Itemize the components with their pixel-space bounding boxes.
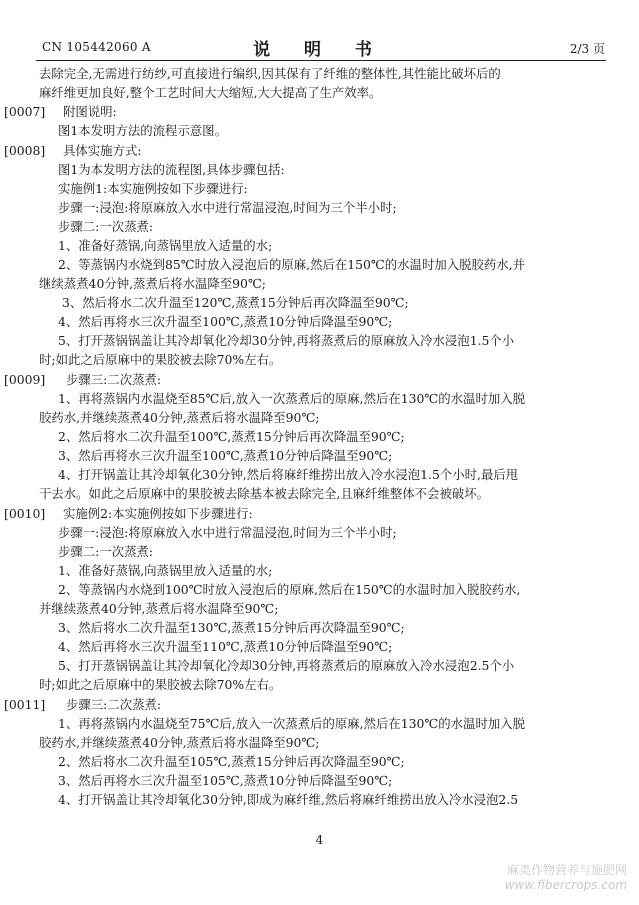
paragraph-number: [0009]	[4, 372, 46, 387]
section-heading: 附图说明:	[63, 104, 117, 119]
document-title: 说 明 书	[253, 40, 386, 60]
text-line: 实施例1:本实施例按如下步骤进行:	[58, 181, 248, 196]
text-line: 去除完全,无需进行纺纱,可直接进行编织,因其保有了纤维的整体性,其性能比破坏后的	[39, 66, 501, 81]
section-heading: 步骤三:二次蒸煮:	[66, 697, 162, 712]
text-line: 2、然后将水二次升温至100℃,蒸煮15分钟后再次降温至90℃;	[58, 429, 405, 444]
text-line: 胶药水,并继续蒸煮40分钟,蒸煮后将水温降至90℃;	[39, 735, 320, 750]
page-number: 4	[315, 833, 324, 847]
text-line: 步骤二:一次蒸煮:	[58, 544, 154, 559]
section-heading: 具体实施方式:	[63, 143, 142, 158]
text-line: 干去水。如此之后原麻中的果胶被去除基本被去除完全,且麻纤维整体不会被破坏。	[39, 486, 490, 501]
text-line: 1、准备好蒸锅,向蒸锅里放入适量的水;	[58, 238, 273, 253]
text-line: 3、然后再将水三次升温至105℃,蒸煮10分钟后降温至90℃;	[58, 773, 393, 788]
text-line: 胶药水,并继续蒸煮40分钟,蒸煮后将水温降至90℃;	[39, 410, 320, 425]
text-line: 4、打开锅盖让其冷却氧化30分钟,然后将麻纤维捞出放入冷水浸泡1.5个小时,最后甩	[58, 467, 519, 482]
text-line: 时;如此之后原麻中的果胶被去除70%左右。	[39, 677, 282, 692]
text-line: 步骤一:浸泡:将原麻放入水中进行常温浸泡,时间为三个半小时;	[58, 200, 397, 215]
text-line: 继续蒸煮40分钟,蒸煮后将水温降至90℃;	[39, 276, 266, 291]
text-line: 1、准备好蒸锅,向蒸锅里放入适量的水;	[58, 563, 273, 578]
text-line: 5、打开蒸锅锅盖让其冷却氧化冷却30分钟,再将蒸煮后的原麻放入冷水浸泡2.5个小	[58, 658, 515, 673]
page-header	[0, 0, 639, 64]
text-line: 4、然后再将水三次升温至100℃,蒸煮10分钟后降温至90℃;	[58, 314, 393, 329]
section-heading: 实施例2:本实施例按如下步骤进行:	[63, 506, 253, 521]
text-line: 麻纤维更加良好,整个工艺时间大大缩短,大大提高了生产效率。	[39, 85, 382, 100]
text-line: 1、再将蒸锅内水温烧至85℃后,放入一次蒸煮后的原麻,然后在130℃的水温时加入脱	[58, 391, 526, 406]
text-line: 步骤二:一次蒸煮:	[58, 219, 154, 234]
paragraph-number: [0010]	[4, 506, 46, 521]
text-line: 并继续蒸煮40分钟,蒸煮后将水温降至90℃;	[39, 601, 279, 616]
text-line: 时;如此之后原麻中的果胶被去除70%左右。	[39, 352, 282, 367]
text-line: 图1本发明方法的流程示意图。	[58, 123, 227, 138]
text-line: 3、然后再将水三次升温至100℃,蒸煮10分钟后降温至90℃;	[58, 448, 393, 463]
text-line: 图1为本发明方法的流程图,具体步骤包括:	[58, 162, 285, 177]
watermark-site-name: 麻类作物营养与施肥网	[506, 863, 627, 877]
watermark	[505, 862, 627, 893]
text-line: 1、再将蒸锅内水温烧至75℃后,放入一次蒸煮后的原麻,然后在130℃的水温时加入脱	[58, 716, 526, 731]
text-line: 步骤一:浸泡:将原麻放入水中进行常温浸泡,时间为三个半小时;	[58, 525, 397, 540]
text-line: 5、打开蒸锅锅盖让其冷却氧化冷却30分钟,再将蒸煮后的原麻放入冷水浸泡1.5个小	[58, 333, 515, 348]
text-line: 2、等蒸锅内水烧到85℃时放入浸泡后的原麻,然后在150℃的水温时加入脱胶药水,并	[58, 257, 526, 272]
page-indicator: 2/3 页	[569, 42, 605, 56]
paragraph-number: [0008]	[4, 143, 46, 158]
text-line: 2、然后将水二次升温至105℃,蒸煮15分钟后再次降温至90℃;	[58, 754, 405, 769]
header-divider	[36, 60, 606, 61]
patent-number: CN 105442060 A	[42, 40, 151, 54]
section-heading: 步骤三:二次蒸煮:	[66, 372, 162, 387]
paragraph-number: [0007]	[4, 104, 46, 119]
text-line: 3、然后将水二次升温至130℃,蒸煮15分钟后再次降温至90℃;	[58, 620, 405, 635]
text-line: 4、然后再将水三次升温至110℃,蒸煮10分钟后降温至90℃;	[58, 639, 393, 654]
text-line: 3、然后将水二次升温至120℃,蒸煮15分钟后再次降温至90℃;	[62, 295, 409, 310]
watermark-url: www.fibercrops.com	[504, 878, 627, 892]
text-line: 4、打开锅盖让其冷却氧化30分钟,即成为麻纤维,然后将麻纤维捞出放入冷水浸泡2.5	[58, 792, 519, 807]
paragraph-number: [0011]	[4, 697, 46, 712]
text-line: 2、等蒸锅内水烧到100℃时放入浸泡后的原麻,然后在150℃的水温时加入脱胶药水,	[58, 582, 521, 597]
